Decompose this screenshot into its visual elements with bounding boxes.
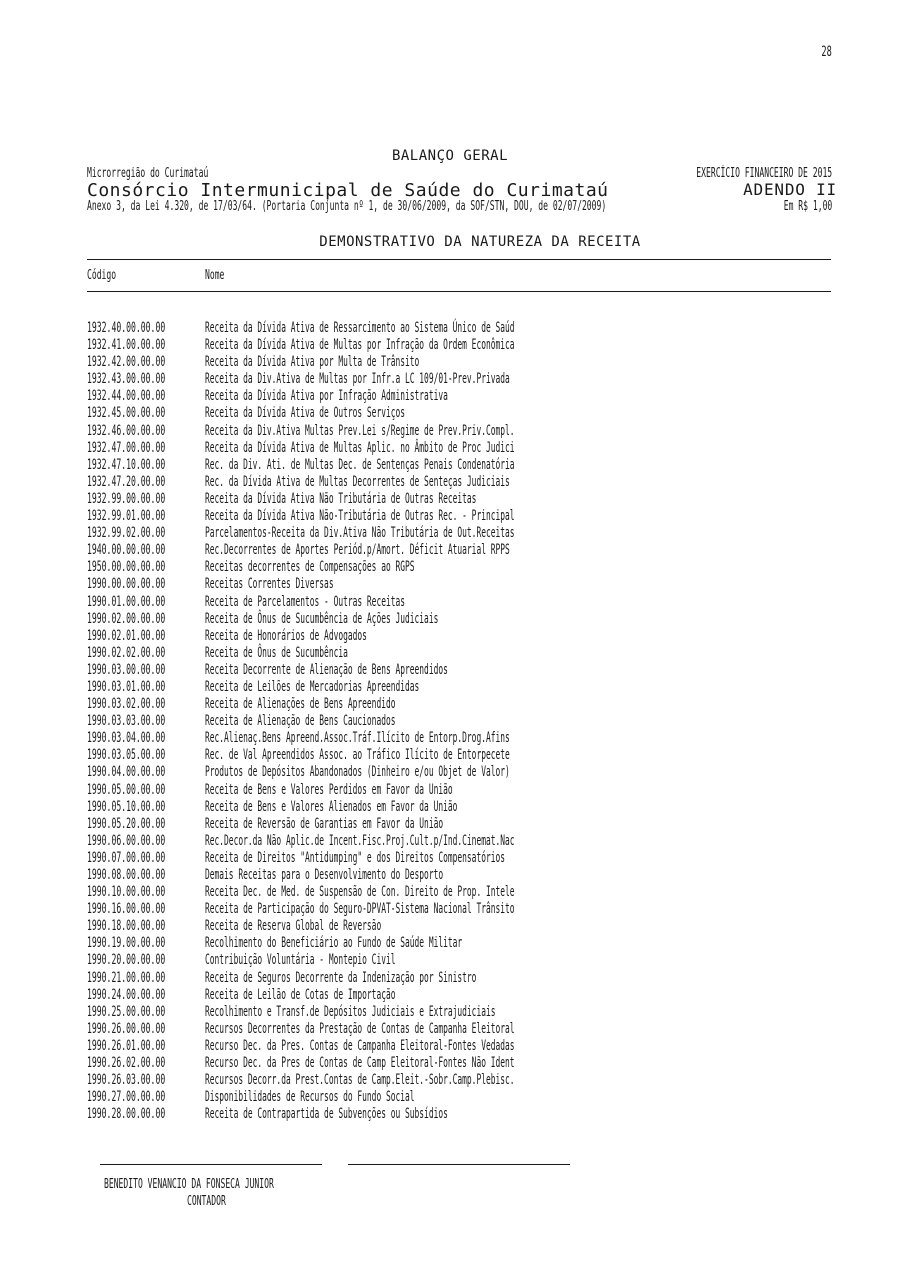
table-row [87, 764, 847, 781]
table-row [87, 884, 847, 901]
revenue-name: Receita da Dívida Ativa de Multas Aplic. no Âmbito de Proc Judici [205, 439, 515, 456]
table-header-rule [87, 291, 831, 292]
table-row [87, 388, 847, 405]
region-label: Microrregião do Curimataú [87, 166, 209, 181]
revenue-name: Receita de Honorários de Advogados [205, 627, 367, 644]
revenue-code: 1990.01.00.00.00 [87, 593, 166, 610]
table-row [87, 833, 847, 850]
table-row [87, 713, 847, 730]
revenue-name: Receita da Div.Ativa Multas Prev.Lei s/Regime de Prev.Priv.Compl. [205, 422, 515, 439]
revenue-code: 1990.16.00.00.00 [87, 901, 166, 918]
table-row [87, 782, 847, 799]
table-row [87, 970, 847, 987]
revenue-name: Receita de Alienação de Bens Caucionados [205, 713, 396, 730]
legal-basis: Anexo 3, da Lei 4.320, de 17/03/64. (Portaria Conjunta nº 1, de 30/06/2009, da SOF/STN, DOU, de 02/07/2009) [87, 199, 607, 214]
table-row [87, 559, 847, 576]
table-row [87, 405, 847, 422]
table-row [87, 730, 847, 747]
table-row [87, 423, 847, 440]
table-row [87, 816, 847, 833]
table-row [87, 1089, 847, 1106]
revenue-code: 1990.02.02.00.00 [87, 644, 166, 661]
table-row [87, 508, 847, 525]
revenue-name: Disponibilidades de Recursos do Fundo Social [205, 1089, 415, 1106]
revenue-name: Receita da Dívida Ativa Não-Tributária de Outras Rec. - Principal [205, 508, 515, 525]
table-row [87, 799, 847, 816]
table-row [87, 1021, 847, 1038]
revenue-code: 1990.03.05.00.00 [87, 747, 166, 764]
revenue-code: 1990.18.00.00.00 [87, 918, 166, 935]
table-row [87, 576, 847, 593]
table-row [87, 354, 847, 371]
table-row [87, 628, 847, 645]
table-row [87, 594, 847, 611]
revenue-name: Rec.Decorrentes de Aportes Periód.p/Amort. Déficit Atuarial RPPS [205, 542, 510, 559]
revenue-name: Receita de Seguros Decorrente da Indenização por Sinistro [205, 969, 477, 986]
table-row [87, 474, 847, 491]
table-row [87, 1072, 847, 1089]
revenue-code: 1990.00.00.00.00 [87, 576, 166, 593]
section-title: DEMONSTRATIVO DA NATUREZA DA RECEITA [319, 234, 641, 250]
table-row [87, 645, 847, 662]
addendum-label: ADENDO II [743, 180, 837, 199]
table-row [87, 747, 847, 764]
revenue-code: 1932.99.00.00.00 [87, 490, 166, 507]
revenue-code: 1990.04.00.00.00 [87, 764, 166, 781]
revenue-name: Receita de Reversão de Garantias em Favor da União [205, 815, 444, 832]
revenue-name: Receita de Ônus de Sucumbência de Ações Judiciais [205, 610, 439, 627]
revenue-name: Receita da Dívida Ativa de Ressarcimento ao Sistema Único de Saúd [205, 320, 515, 336]
revenue-code: 1990.20.00.00.00 [87, 952, 166, 969]
revenue-name: Receita da Dívida Ativa de Outros Serviços [205, 405, 406, 422]
revenue-name: Receita de Parcelamentos - Outras Receitas [205, 593, 406, 610]
revenue-name: Receita de Leilão de Cotas de Importação [205, 986, 396, 1003]
revenue-name: Receitas decorrentes de Compensações ao RGPS [205, 559, 415, 576]
table-row [87, 679, 847, 696]
table-row [87, 337, 847, 354]
revenue-code: 1990.26.00.00.00 [87, 1020, 166, 1037]
report-title: BALANÇO GERAL [391, 148, 509, 164]
revenue-name: Rec. da Dívida Ativa de Multas Decorrentes de Senteças Judiciais [205, 473, 510, 490]
revenue-code: 1932.45.00.00.00 [87, 405, 166, 422]
revenue-name: Rec.Decor.da Não Aplic.de Incent.Fisc.Proj.Cult.p/Ind.Cinemat.Nac [205, 832, 515, 849]
table-row [87, 320, 847, 337]
table-row [87, 525, 847, 542]
revenue-name: Receita da Dívida Ativa de Multas por Infração da Ordem Econômica [205, 337, 515, 354]
revenue-code: 1932.40.00.00.00 [87, 320, 166, 336]
revenue-code: 1990.08.00.00.00 [87, 867, 166, 883]
table-row [87, 1038, 847, 1055]
revenue-code: 1990.10.00.00.00 [87, 884, 166, 901]
table-row [87, 1106, 847, 1123]
revenue-code: 1990.21.00.00.00 [87, 969, 166, 986]
revenue-name: Parcelamentos-Receita da Div.Ativa Não Tributária de Out.Receitas [205, 525, 515, 542]
revenue-code: 1990.05.10.00.00 [87, 798, 166, 815]
revenue-name: Receitas Correntes Diversas [205, 576, 334, 593]
page-number: 28 [821, 44, 832, 60]
revenue-code: 1990.27.00.00.00 [87, 1089, 166, 1106]
table-row [87, 440, 847, 457]
table-top-rule [87, 259, 831, 260]
revenue-name: Receita de Ônus de Sucumbência [205, 644, 348, 661]
revenue-code: 1932.47.10.00.00 [87, 456, 166, 473]
table-row [87, 1004, 847, 1021]
revenue-code: 1940.00.00.00.00 [87, 542, 166, 559]
table-row [87, 1055, 847, 1072]
revenue-name: Recursos Decorrentes da Prestação de Contas de Campanha Eleitoral [205, 1020, 515, 1037]
revenue-code: 1932.99.02.00.00 [87, 525, 166, 542]
revenue-code: 1990.07.00.00.00 [87, 849, 166, 866]
fiscal-year-label: EXERCÍCIO FINANCEIRO DE 2015 [696, 166, 832, 181]
revenue-code: 1990.03.03.00.00 [87, 713, 166, 730]
revenue-code: 1990.05.00.00.00 [87, 781, 166, 798]
revenue-name: Rec. da Div. Ati. de Multas Dec. de Sentenças Penais Condenatória [205, 456, 515, 473]
table-row [87, 696, 847, 713]
revenue-name: Receita de Direitos "Antidumping" e dos Direitos Compensatórios [205, 849, 506, 866]
revenue-code: 1990.28.00.00.00 [87, 1106, 166, 1123]
revenue-name: Rec.Alienaç.Bens Apreend.Assoc.Tráf.Ilícito de Entorp.Drog.Afins [205, 730, 510, 747]
revenue-code: 1990.26.02.00.00 [87, 1055, 166, 1072]
currency-label: Em R$ 1,00 [783, 199, 832, 214]
table-row [87, 952, 847, 969]
revenue-code: 1990.03.04.00.00 [87, 730, 166, 747]
signer-name: BENEDITO VENANCIO DA FONSECA JUNIOR [104, 1177, 274, 1192]
column-header-name: Nome [205, 268, 225, 283]
table-row [87, 491, 847, 508]
revenue-name: Receita Decorrente de Alienação de Bens Apreendidos [205, 661, 448, 678]
revenue-code: 1990.06.00.00.00 [87, 832, 166, 849]
signature-line-right [348, 1164, 570, 1165]
revenue-code: 1932.99.01.00.00 [87, 508, 166, 525]
revenue-code: 1990.03.02.00.00 [87, 696, 166, 713]
revenue-name: Receita de Bens e Valores Perdidos em Favor da União [205, 781, 453, 798]
revenue-name: Receita da Dívida Ativa por Multa de Trânsito [205, 354, 420, 371]
revenue-name: Receita de Contrapartida de Subvenções ou Subsídios [205, 1106, 448, 1123]
table-row [87, 850, 847, 867]
revenue-code: 1932.47.20.00.00 [87, 473, 166, 490]
revenue-name: Contribuição Voluntária - Montepio Civil [205, 952, 396, 969]
revenue-name: Rec. de Val Apreendidos Assoc. ao Tráfico Ilícito de Entorpecete [205, 747, 510, 764]
revenue-code: 1932.41.00.00.00 [87, 337, 166, 354]
revenue-name: Recursos Decorr.da Prest.Contas de Camp.Eleit.-Sobr.Camp.Plebisc. [205, 1072, 515, 1089]
revenue-code: 1990.03.01.00.00 [87, 678, 166, 695]
revenue-name: Receita de Bens e Valores Alienados em Favor da União [205, 798, 458, 815]
table-row [87, 611, 847, 628]
revenue-code: 1950.00.00.00.00 [87, 559, 166, 576]
revenue-code: 1990.26.03.00.00 [87, 1072, 166, 1089]
revenue-code: 1990.19.00.00.00 [87, 935, 166, 952]
revenue-name: Recurso Dec. da Pres. Contas de Campanha Eleitoral-Fontes Vedadas [205, 1037, 515, 1054]
revenue-name: Receita Dec. de Med. de Suspensão de Con. Direito de Prop. Intele [205, 884, 515, 901]
revenue-name: Recurso Dec. da Pres de Contas de Camp Eleitoral-Fontes Não Ident [205, 1055, 515, 1072]
revenue-name: Receita da Dívida Ativa Não Tributária de Outras Receitas [205, 490, 477, 507]
signer-role: CONTADOR [187, 1194, 226, 1209]
table-row [87, 542, 847, 559]
revenue-code: 1932.43.00.00.00 [87, 371, 166, 388]
revenue-name: Receita de Reserva Global de Reversão [205, 918, 382, 935]
table-row [87, 662, 847, 679]
revenue-code: 1932.46.00.00.00 [87, 422, 166, 439]
table-row [87, 918, 847, 935]
revenue-name: Receita de Participação do Seguro-DPVAT-Sistema Nacional Trânsito [205, 901, 515, 918]
table-row [87, 987, 847, 1004]
revenue-name: Receita da Div.Ativa de Multas por Infr.a LC 109/01-Prev.Privada [205, 371, 510, 388]
revenue-code: 1990.02.01.00.00 [87, 627, 166, 644]
table-row [87, 867, 847, 884]
revenue-name: Recolhimento e Transf.de Depósitos Judiciais e Extrajudiciais [205, 1003, 496, 1020]
revenue-code: 1990.05.20.00.00 [87, 815, 166, 832]
revenue-name: Receita da Dívida Ativa por Infração Administrativa [205, 388, 448, 405]
revenue-table-body [87, 320, 847, 1123]
table-row [87, 901, 847, 918]
revenue-code: 1932.44.00.00.00 [87, 388, 166, 405]
revenue-code: 1932.42.00.00.00 [87, 354, 166, 371]
revenue-name: Produtos de Depósitos Abandonados (Dinheiro e/ou Objet de Valor) [205, 764, 510, 781]
signature-line-left [100, 1164, 322, 1165]
entity-name: Consórcio Intermunicipal de Saúde do Curimataú [87, 180, 609, 201]
table-row [87, 935, 847, 952]
revenue-code: 1990.25.00.00.00 [87, 1003, 166, 1020]
revenue-code: 1990.26.01.00.00 [87, 1037, 166, 1054]
revenue-name: Recolhimento do Beneficiário ao Fundo de Saúde Militar [205, 935, 463, 952]
revenue-name: Demais Receitas para o Desenvolvimento do Desporto [205, 867, 444, 883]
revenue-code: 1990.03.00.00.00 [87, 661, 166, 678]
column-header-code: Código [87, 268, 117, 283]
revenue-name: Receita de Alienações de Bens Apreendido [205, 696, 396, 713]
revenue-code: 1990.02.00.00.00 [87, 610, 166, 627]
table-row [87, 457, 847, 474]
revenue-code: 1990.24.00.00.00 [87, 986, 166, 1003]
revenue-name: Receita de Leilões de Mercadorias Apreendidas [205, 678, 420, 695]
table-row [87, 371, 847, 388]
revenue-code: 1932.47.00.00.00 [87, 439, 166, 456]
